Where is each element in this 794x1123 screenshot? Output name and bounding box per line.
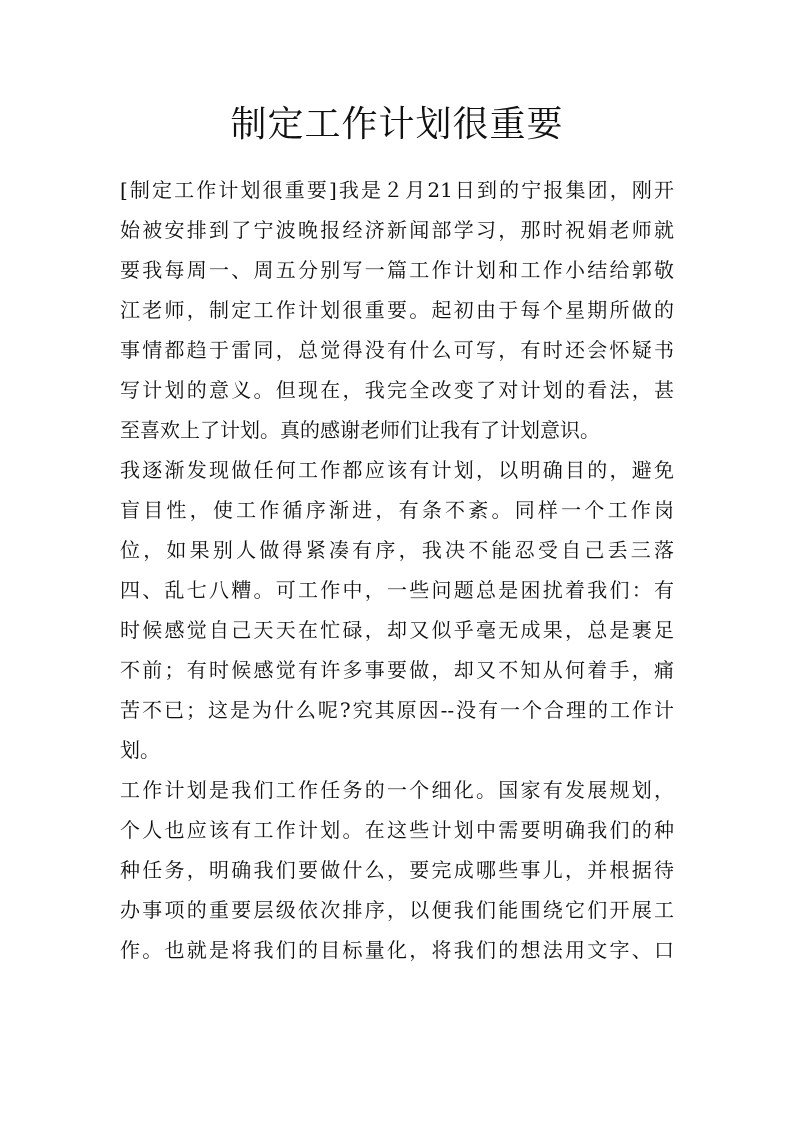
text-line: 要我每周一、周五分别写一篇工作计划和工作小结给郭敬	[120, 258, 674, 282]
paragraph	[120, 770, 674, 970]
text-line: 我逐渐发现做任何工作都应该有计划，以明确目的，避免	[120, 458, 674, 482]
text-line: 始被安排到了宁波晚报经济新闻部学习，那时祝娟老师就	[120, 218, 674, 242]
text-line: 江老师，制定工作计划很重要。起初由于每个星期所做的	[120, 298, 674, 322]
text-line: 位，如果别人做得紧凑有序，我决不能忍受自己丢三落	[120, 538, 674, 562]
text-line: 作。也就是将我们的目标量化，将我们的想法用文字、口	[120, 938, 674, 962]
document-body	[120, 170, 674, 970]
text-line: 工作计划是我们工作任务的一个细化。国家有发展规划，	[120, 778, 674, 802]
text-line: 至喜欢上了计划。真的感谢老师们让我有了计划意识。	[120, 418, 600, 442]
text-line: 不前；有时候感觉有许多事要做，却又不知从何着手，痛	[120, 658, 674, 682]
text-line: 种任务，明确我们要做什么，要完成哪些事儿，并根据待	[120, 858, 674, 882]
text-line: 划。	[120, 738, 160, 762]
paragraph	[120, 170, 674, 450]
text-line: 个人也应该有工作计划。在这些计划中需要明确我们的种	[120, 818, 674, 842]
text-line: 写计划的意义。但现在，我完全改变了对计划的看法，甚	[120, 378, 674, 402]
text-line: 苦不已；这是为什么呢?究其原因--没有一个合理的工作计	[120, 698, 674, 722]
paragraph	[120, 450, 674, 770]
text-line: 时候感觉自己天天在忙碌，却又似乎毫无成果，总是裹足	[120, 618, 674, 642]
text-line: 事情都趋于雷同，总觉得没有什么可写，有时还会怀疑书	[120, 338, 674, 362]
text-line: 办事项的重要层级依次排序，以便我们能围绕它们开展工	[120, 898, 674, 922]
text-line: 四、乱七八糟。可工作中，一些问题总是困扰着我们：有	[120, 578, 674, 602]
text-line: 盲目性，使工作循序渐进，有条不紊。同样一个工作岗	[120, 498, 674, 522]
document-title: 制定工作计划很重要	[230, 104, 564, 145]
text-line: [制定工作计划很重要]我是２月21日到的宁报集团，刚开	[120, 178, 674, 202]
